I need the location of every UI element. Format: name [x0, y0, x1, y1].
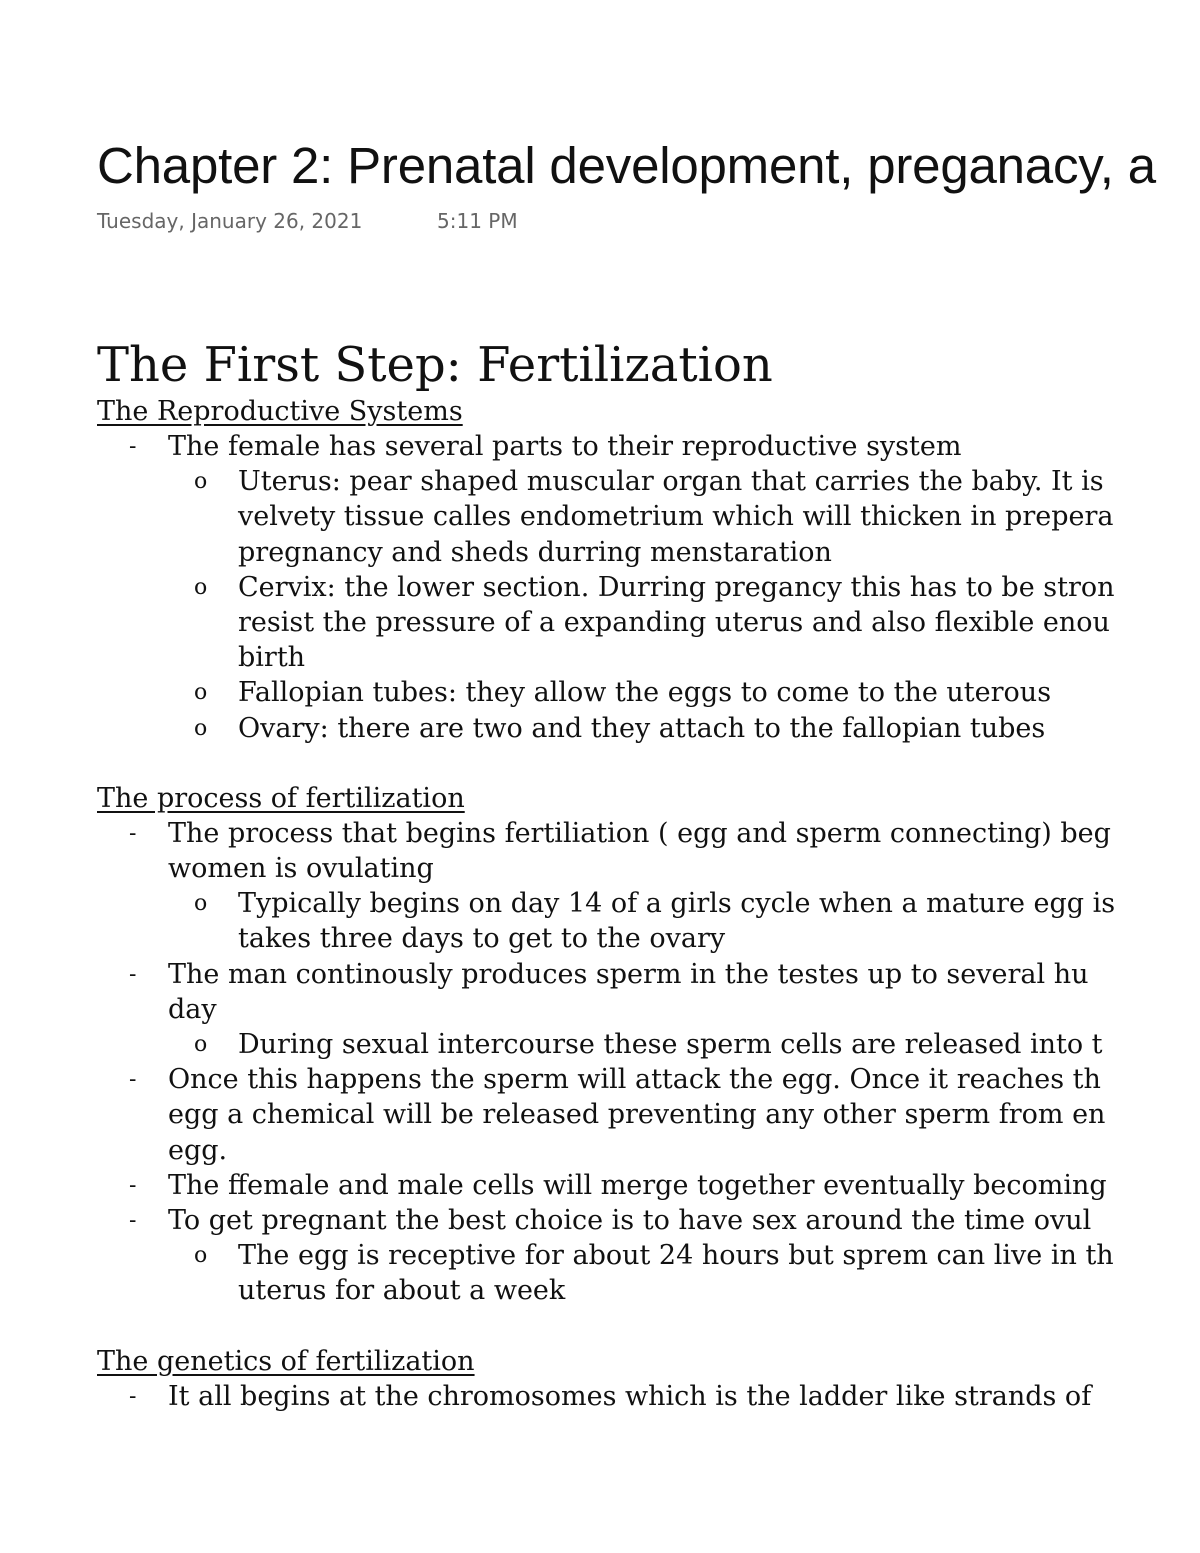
dash-bullet-icon: - — [129, 961, 137, 987]
page-title: Chapter 2: Prenatal development, preganacy, a — [97, 137, 1156, 194]
sub-bullet-item — [97, 675, 1200, 710]
bullet-item — [97, 1379, 1200, 1414]
dash-bullet-icon: - — [129, 1067, 137, 1093]
dash-bullet-icon: - — [129, 1208, 137, 1234]
bullet-text-line: The ffemale and male cells will merge together eventually becoming — [168, 1169, 1107, 1201]
bullet-text-line: It all begins at the chromosomes which is the ladder like strands of — [168, 1380, 1092, 1412]
dash-bullet-icon: - — [129, 1172, 137, 1198]
bullet-text-line: day — [168, 993, 217, 1025]
bullet-item — [97, 1203, 1200, 1238]
bullet-text-line: Once this happens the sperm will attack the egg. Once it reaches th — [168, 1064, 1101, 1096]
section-heading: The First Step: Fertilization — [97, 337, 773, 393]
sub-bullet-item — [97, 886, 1200, 956]
bullet-text-line: velvety tissue calles endometrium which will thicken in prepera — [238, 501, 1114, 533]
bullet-text-line: The man continously produces sperm in the testes up to several hu — [168, 958, 1089, 990]
blank-line — [97, 746, 1200, 781]
bullet-text-line: takes three days to get to the ovary — [238, 923, 726, 955]
sub-bullet-item — [97, 711, 1200, 746]
process-of-fertilization-list — [97, 816, 1200, 1309]
bullet-item — [97, 429, 1200, 464]
bullet-item — [97, 816, 1200, 886]
page-date: Tuesday, January 26, 2021 — [97, 209, 363, 233]
bullet-item — [97, 1168, 1200, 1203]
circle-bullet-icon: o — [194, 891, 208, 917]
subheading-genetics-of-fertilization: The genetics of fertilization — [97, 1345, 475, 1377]
bullet-item — [97, 1062, 1200, 1168]
sub-bullet-item — [97, 1238, 1200, 1308]
page-time: 5:11 PM — [437, 209, 518, 233]
bullet-text-line: Cervix: the lower section. Durring pregancy this has to be stron — [238, 571, 1115, 603]
bullet-item — [97, 957, 1200, 1027]
circle-bullet-icon: o — [194, 469, 208, 495]
bullet-text-line: During sexual intercourse these sperm cells are released into t — [238, 1029, 1103, 1061]
note-body — [97, 336, 1200, 1414]
bullet-text-line: egg a chemical will be released preventing any other sperm from en — [168, 1099, 1106, 1131]
sub-bullet-item — [97, 464, 1200, 570]
bullet-text-line: egg. — [168, 1134, 228, 1166]
subheading-process-of-fertilization: The process of fertilization — [97, 782, 465, 814]
bullet-text-line: The female has several parts to their reproductive system — [168, 431, 962, 462]
circle-bullet-icon: o — [194, 574, 208, 600]
sub-bullet-item — [97, 1027, 1200, 1062]
bullet-text-line: pregnancy and sheds durring menstaration — [238, 536, 832, 568]
bullet-text-line: Fallopian tubes: they allow the eggs to come to the uterous — [238, 677, 1052, 709]
dash-bullet-icon: - — [129, 820, 137, 846]
blank-line — [97, 1309, 1200, 1344]
bullet-text-line: resist the pressure of a expanding uterus and also flexible enou — [238, 607, 1110, 639]
circle-bullet-icon: o — [194, 680, 208, 706]
bullet-text-line: uterus for about a week — [238, 1275, 566, 1307]
bullet-text-line: The egg is receptive for about 24 hours but sprem can live in th — [238, 1240, 1114, 1272]
dash-bullet-icon: - — [129, 1383, 137, 1409]
bullet-text-line: women is ovulating — [168, 853, 434, 885]
bullet-text-line: Ovary: there are two and they attach to the fallopian tubes — [238, 712, 1046, 744]
bullet-text-line: The process that begins fertiliation ( egg and sperm connecting) beg — [168, 817, 1111, 849]
dash-bullet-icon: - — [129, 434, 137, 459]
bullet-text-line: To get pregnant the best choice is to have sex around the time ovul — [168, 1205, 1092, 1237]
genetics-of-fertilization-list — [97, 1379, 1200, 1414]
subheading-reproductive-systems: The Reproductive Systems — [97, 396, 463, 427]
reproductive-systems-list — [97, 429, 1200, 746]
bullet-text-line: Typically begins on day 14 of a girls cycle when a mature egg is — [238, 888, 1116, 920]
circle-bullet-icon: o — [194, 715, 208, 741]
circle-bullet-icon: o — [194, 1032, 208, 1058]
page-timestamp — [97, 207, 518, 235]
bullet-text-line: birth — [238, 642, 306, 674]
sub-bullet-item — [97, 570, 1200, 676]
circle-bullet-icon: o — [194, 1243, 208, 1269]
bullet-text-line: Uterus: pear shaped muscular organ that carries the baby. It is — [238, 466, 1104, 498]
page-cutoff — [0, 1434, 1200, 1553]
